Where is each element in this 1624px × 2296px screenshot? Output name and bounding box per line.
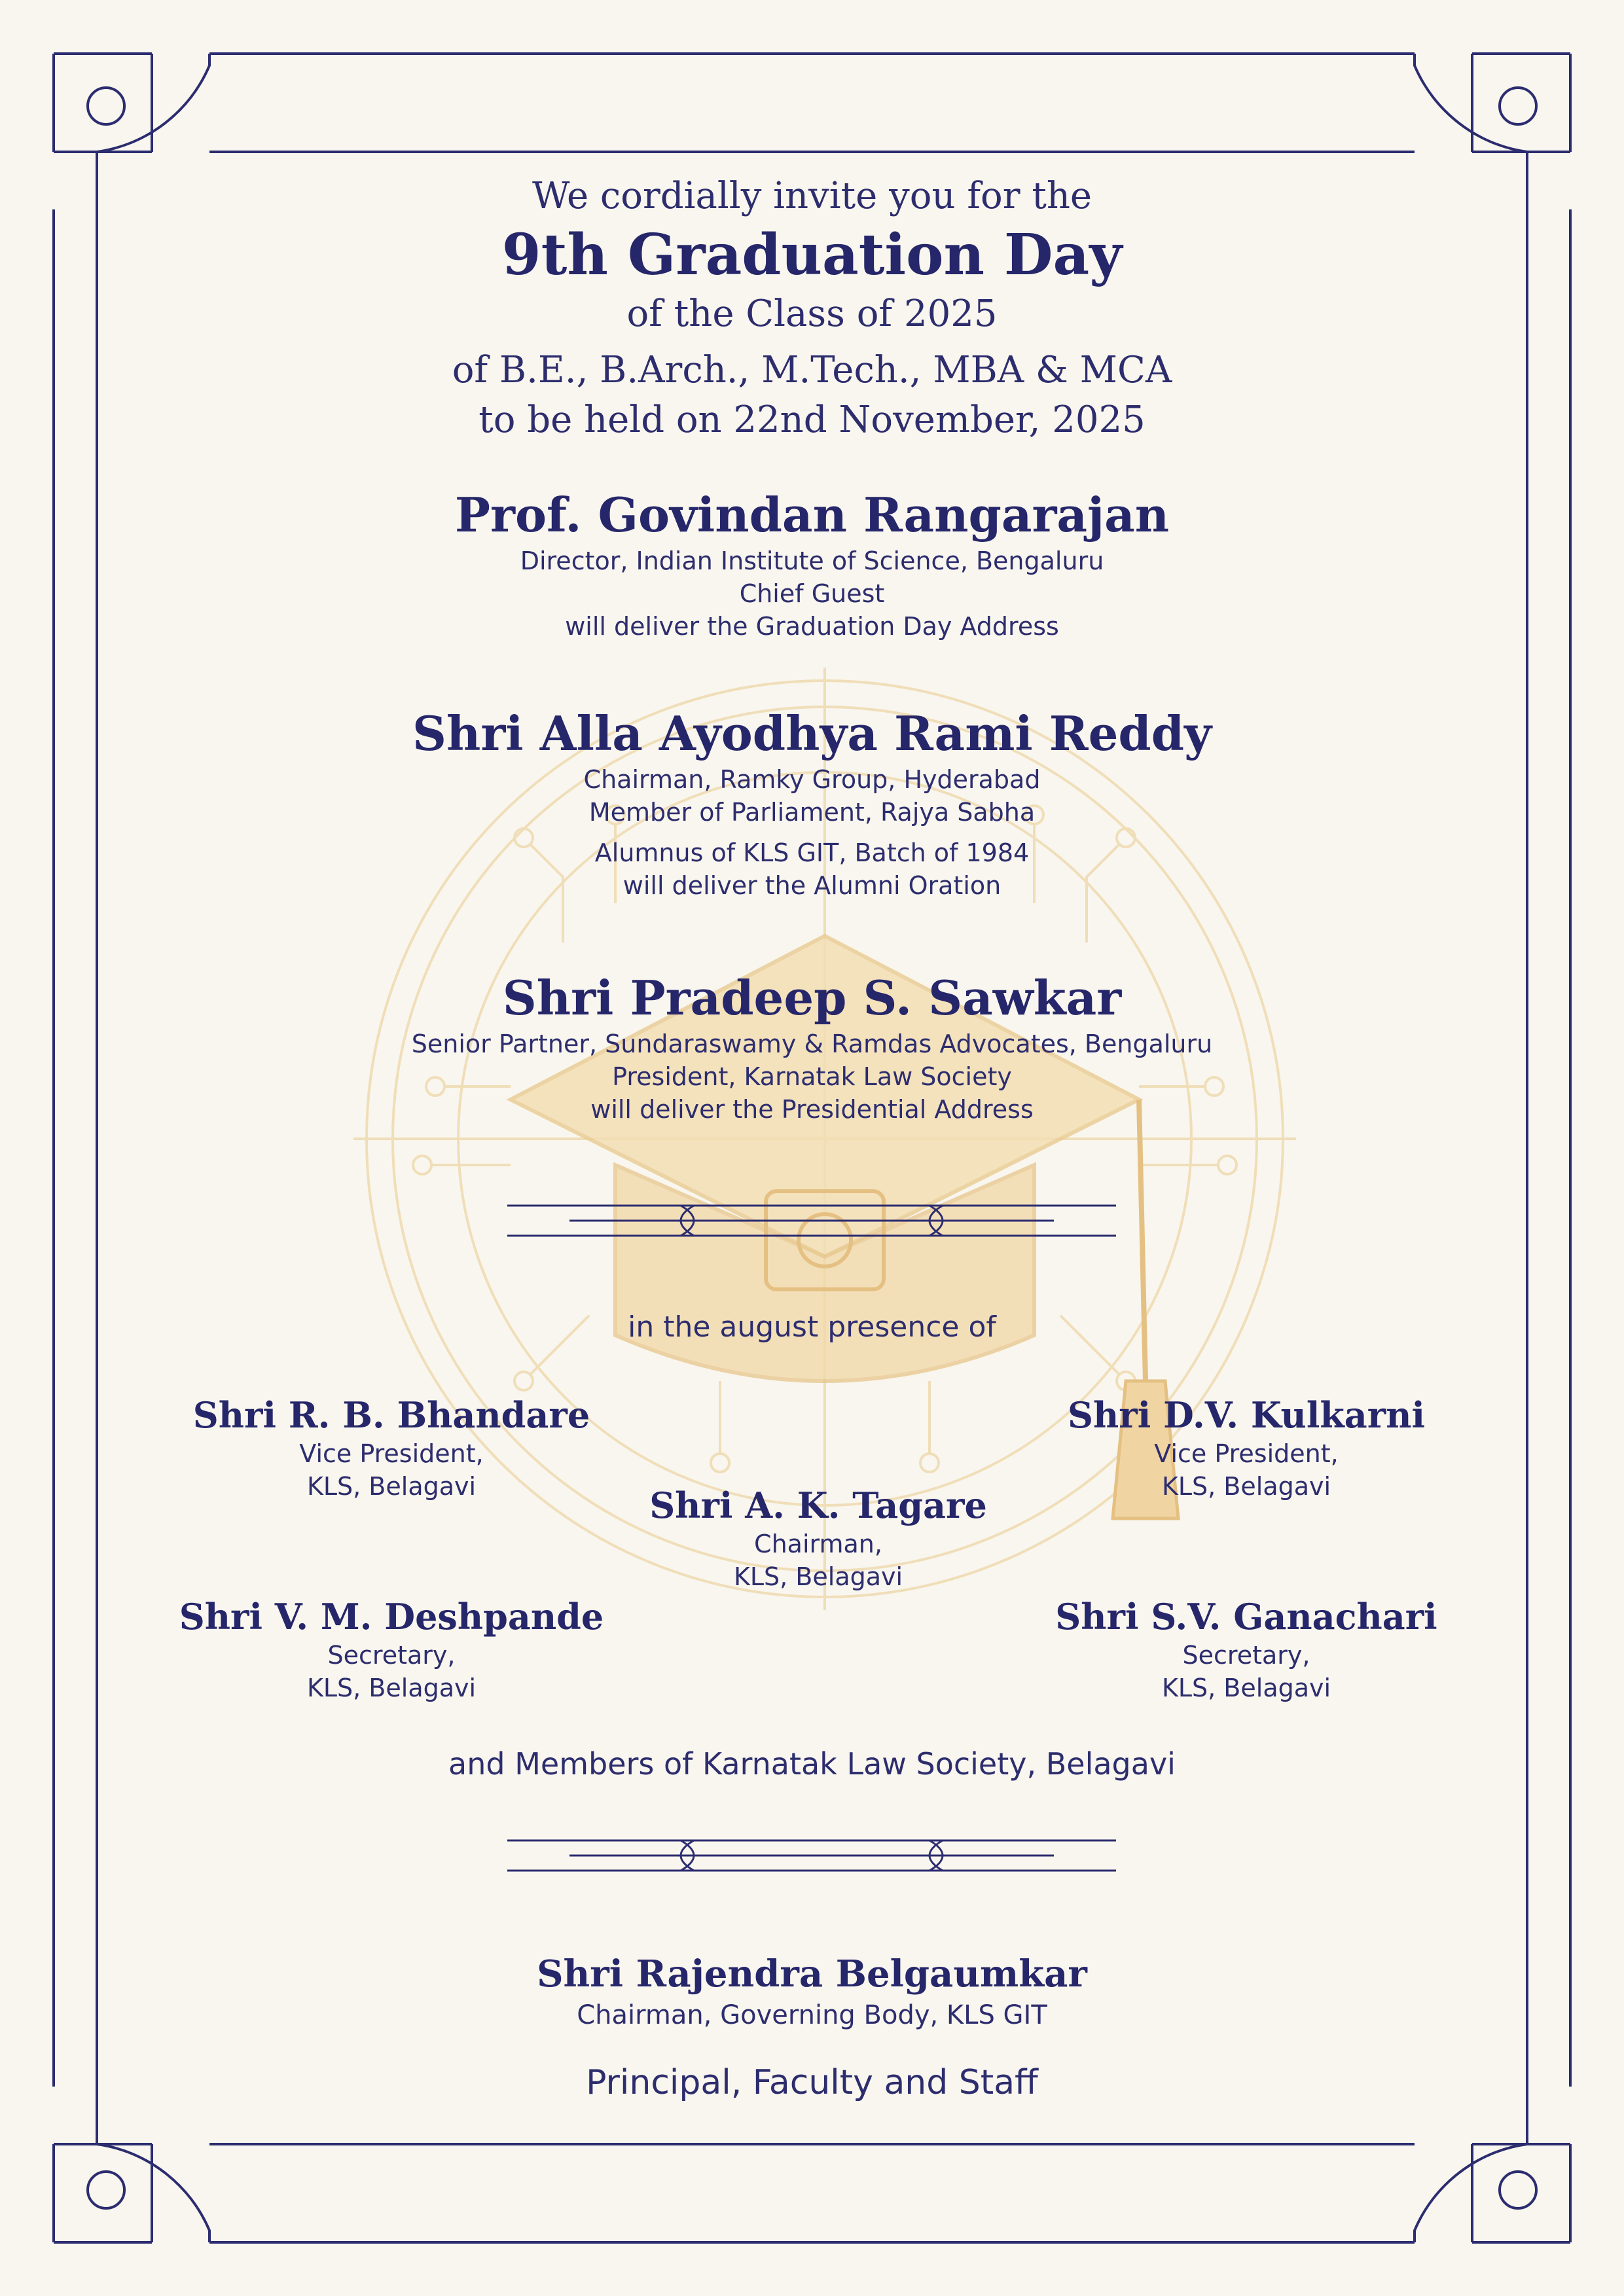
presence-heading: in the august presence of xyxy=(628,1310,996,1344)
dignitary-name: Shri A. K. Tagare xyxy=(649,1484,987,1526)
dignitary-bhandare xyxy=(143,1393,640,1503)
chief-guest xyxy=(0,486,1624,643)
dignitary-tagare xyxy=(569,1483,1067,1593)
dignitary-org: KLS, Belagavi xyxy=(1161,1674,1331,1702)
host-role: Chairman, Governing Body, KLS GIT xyxy=(577,2000,1047,2030)
dignitary-org: KLS, Belagavi xyxy=(306,1472,477,1501)
dignitary-name: Shri S.V. Ganachari xyxy=(1055,1596,1437,1638)
dignitary-org: KLS, Belagavi xyxy=(1161,1472,1331,1501)
dignitary-ganachari xyxy=(998,1594,1495,1704)
invitation-header xyxy=(0,171,1624,445)
date-line: to be held on 22nd November, 2025 xyxy=(478,399,1146,441)
guest-line: will deliver the Presidential Address xyxy=(590,1095,1034,1124)
dignitary-role: Secretary, xyxy=(327,1641,456,1670)
guest-line: Alumnus of KLS GIT, Batch of 1984 xyxy=(594,838,1030,867)
guest-line: will deliver the Graduation Day Address xyxy=(565,612,1059,641)
dignitary-name: Shri V. M. Deshpande xyxy=(179,1596,604,1638)
dignitary-role: Secretary, xyxy=(1182,1641,1310,1670)
members-line: and Members of Karnatak Law Society, Belagavi xyxy=(448,1746,1176,1782)
host-name: Shri Rajendra Belgaumkar xyxy=(537,1952,1087,1996)
guest-line: Director, Indian Institute of Science, Bengaluru xyxy=(520,547,1104,575)
class-line: of the Class of 2025 xyxy=(626,293,998,335)
guest-line: Senior Partner, Sundaraswamy & Ramdas Advocates, Bengaluru xyxy=(411,1030,1213,1058)
invitation-intro: We cordially invite you for the xyxy=(532,175,1092,217)
guest-line: Chief Guest xyxy=(739,579,885,608)
alumni-guest xyxy=(0,704,1624,902)
dignitary-deshpande xyxy=(143,1594,640,1704)
guest-line: Member of Parliament, Rajya Sabha xyxy=(588,798,1036,827)
ornamental-divider xyxy=(504,1198,1119,1244)
dignitary-name: Shri D.V. Kulkarni xyxy=(1068,1394,1425,1436)
host-closing: Principal, Faculty and Staff xyxy=(586,2063,1038,2102)
guest-line: President, Karnatak Law Society xyxy=(612,1062,1012,1091)
dignitary-org: KLS, Belagavi xyxy=(733,1562,903,1591)
dignitary-name: Shri R. B. Bhandare xyxy=(192,1394,590,1436)
programs-line: of B.E., B.Arch., M.Tech., MBA & MCA xyxy=(452,349,1172,391)
guest-line: will deliver the Alumni Oration xyxy=(623,871,1001,900)
president-guest xyxy=(0,969,1624,1126)
event-title: 9th Graduation Day xyxy=(501,222,1123,288)
dignitary-role: Vice President, xyxy=(1154,1439,1339,1468)
guest-line: Chairman, Ramky Group, Hyderabad xyxy=(583,765,1041,794)
dignitary-role: Vice President, xyxy=(299,1439,484,1468)
ornamental-divider xyxy=(504,1833,1119,1878)
dignitary-kulkarni xyxy=(998,1393,1495,1503)
dignitary-role: Chairman, xyxy=(754,1530,882,1558)
guest-name: Shri Alla Ayodhya Rami Reddy xyxy=(412,706,1212,761)
dignitary-org: KLS, Belagavi xyxy=(306,1674,477,1702)
guest-name: Shri Pradeep S. Sawkar xyxy=(502,970,1122,1026)
guest-name: Prof. Govindan Rangarajan xyxy=(454,487,1170,543)
hosts xyxy=(0,1950,1624,2102)
